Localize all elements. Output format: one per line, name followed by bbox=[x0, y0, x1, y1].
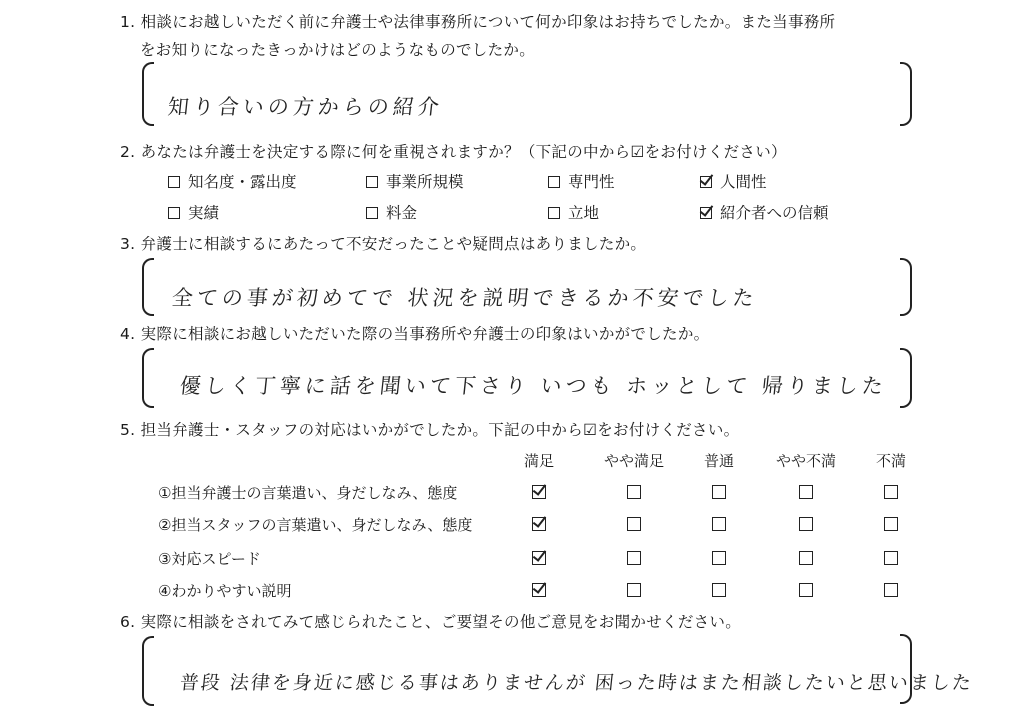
checkbox-icon[interactable] bbox=[366, 176, 378, 188]
table-row-label: ①担当弁護士の言葉遣い、身だしなみ、態度 bbox=[158, 484, 458, 502]
rating-checkbox[interactable] bbox=[884, 485, 898, 499]
q2-option-label: 人間性 bbox=[720, 173, 767, 191]
rating-checkbox[interactable] bbox=[884, 583, 898, 597]
table-row-label: ④わかりやすい説明 bbox=[158, 582, 292, 600]
q2-option-label: 紹介者への信頼 bbox=[720, 204, 829, 222]
answer-1-bracket-right bbox=[900, 62, 912, 126]
q2-option-label: 実績 bbox=[188, 204, 220, 222]
answer-1-handwriting: 知り合いの方からの紹介 bbox=[166, 95, 445, 119]
answer-4-bracket-left bbox=[142, 348, 154, 408]
question-1-line-1: 1. 相談にお越しいただく前に弁護士や法律事務所について何か印象はお持ちでしたか。また当事務所 bbox=[120, 13, 836, 31]
question-6: 6. 実際に相談をされてみて感じられたこと、ご要望その他ご意見をお聞かせください。 bbox=[120, 613, 742, 631]
answer-6-bracket-left bbox=[142, 636, 154, 706]
column-header: 不満 bbox=[875, 452, 906, 470]
rating-checkbox[interactable] bbox=[799, 485, 813, 499]
rating-checkbox[interactable] bbox=[799, 517, 813, 531]
question-4: 4. 実際に相談にお越しいただいた際の当事務所や弁護士の印象はいかがでしたか。 bbox=[120, 325, 710, 343]
answer-6-handwriting: 普段 法律を身近に感じる事はありませんが 困った時はまた相談したいと思いました bbox=[178, 672, 975, 694]
column-header: やや不満 bbox=[775, 452, 836, 470]
q2-option-label: 事業所規模 bbox=[386, 173, 464, 191]
rating-checkbox[interactable] bbox=[712, 485, 726, 499]
rating-checkbox[interactable] bbox=[712, 517, 726, 531]
q2-option[interactable] bbox=[366, 170, 464, 192]
checkbox-icon[interactable] bbox=[700, 176, 712, 188]
q2-option[interactable] bbox=[700, 170, 767, 192]
answer-4-handwriting: 優しく丁寧に話を聞いて下さり いつも ホッとして 帰りました bbox=[178, 374, 889, 398]
rating-checkbox[interactable] bbox=[532, 551, 546, 565]
q2-option[interactable] bbox=[168, 201, 219, 223]
q2-option[interactable] bbox=[700, 201, 829, 223]
column-header: 普通 bbox=[703, 452, 734, 470]
rating-checkbox[interactable] bbox=[884, 517, 898, 531]
rating-checkbox[interactable] bbox=[884, 551, 898, 565]
table-row-label: ②担当スタッフの言葉遣い、身だしなみ、態度 bbox=[158, 516, 473, 534]
column-header: やや満足 bbox=[603, 452, 664, 470]
checkbox-icon[interactable] bbox=[548, 176, 560, 188]
checkbox-icon[interactable] bbox=[700, 207, 712, 219]
q2-option[interactable] bbox=[548, 170, 615, 192]
checkbox-icon[interactable] bbox=[366, 207, 378, 219]
checkbox-icon[interactable] bbox=[548, 207, 560, 219]
table-row-label: ③対応スピード bbox=[158, 550, 261, 568]
q2-option-label: 立地 bbox=[568, 204, 600, 222]
checkbox-icon[interactable] bbox=[168, 176, 180, 188]
answer-3-bracket-left bbox=[142, 258, 154, 316]
answer-3-handwriting: 全ての事が初めてで 状況を説明できるか不安でした bbox=[170, 286, 759, 310]
q2-option[interactable] bbox=[168, 170, 297, 192]
question-1-line-2: をお知りになったきっかけはどのようなものでしたか。 bbox=[140, 41, 536, 59]
rating-checkbox[interactable] bbox=[532, 485, 546, 499]
rating-checkbox[interactable] bbox=[712, 551, 726, 565]
answer-4-bracket-right bbox=[900, 348, 912, 408]
question-3: 3. 弁護士に相談するにあたって不安だったことや疑問点はありましたか。 bbox=[120, 235, 647, 253]
rating-checkbox[interactable] bbox=[532, 583, 546, 597]
rating-checkbox[interactable] bbox=[627, 583, 641, 597]
rating-checkbox[interactable] bbox=[712, 583, 726, 597]
checkbox-icon[interactable] bbox=[168, 207, 180, 219]
question-5: 5. 担当弁護士・スタッフの対応はいかがでしたか。下記の中から☑をお付けください。 bbox=[120, 421, 740, 439]
answer-3-bracket-right bbox=[900, 258, 912, 316]
rating-checkbox[interactable] bbox=[799, 551, 813, 565]
q2-option-label: 料金 bbox=[386, 204, 418, 222]
q2-option[interactable] bbox=[548, 201, 599, 223]
rating-checkbox[interactable] bbox=[627, 485, 641, 499]
rating-checkbox[interactable] bbox=[799, 583, 813, 597]
q2-option-label: 知名度・露出度 bbox=[188, 173, 297, 191]
rating-checkbox[interactable] bbox=[627, 551, 641, 565]
rating-checkbox[interactable] bbox=[532, 517, 546, 531]
column-header: 満足 bbox=[523, 452, 554, 470]
rating-checkbox[interactable] bbox=[627, 517, 641, 531]
q2-option[interactable] bbox=[366, 201, 417, 223]
q2-option-label: 専門性 bbox=[568, 173, 615, 191]
answer-1-bracket-left bbox=[142, 62, 154, 126]
question-2: 2. あなたは弁護士を決定する際に何を重視されますか？（下記の中から☑をお付けください） bbox=[120, 143, 787, 161]
